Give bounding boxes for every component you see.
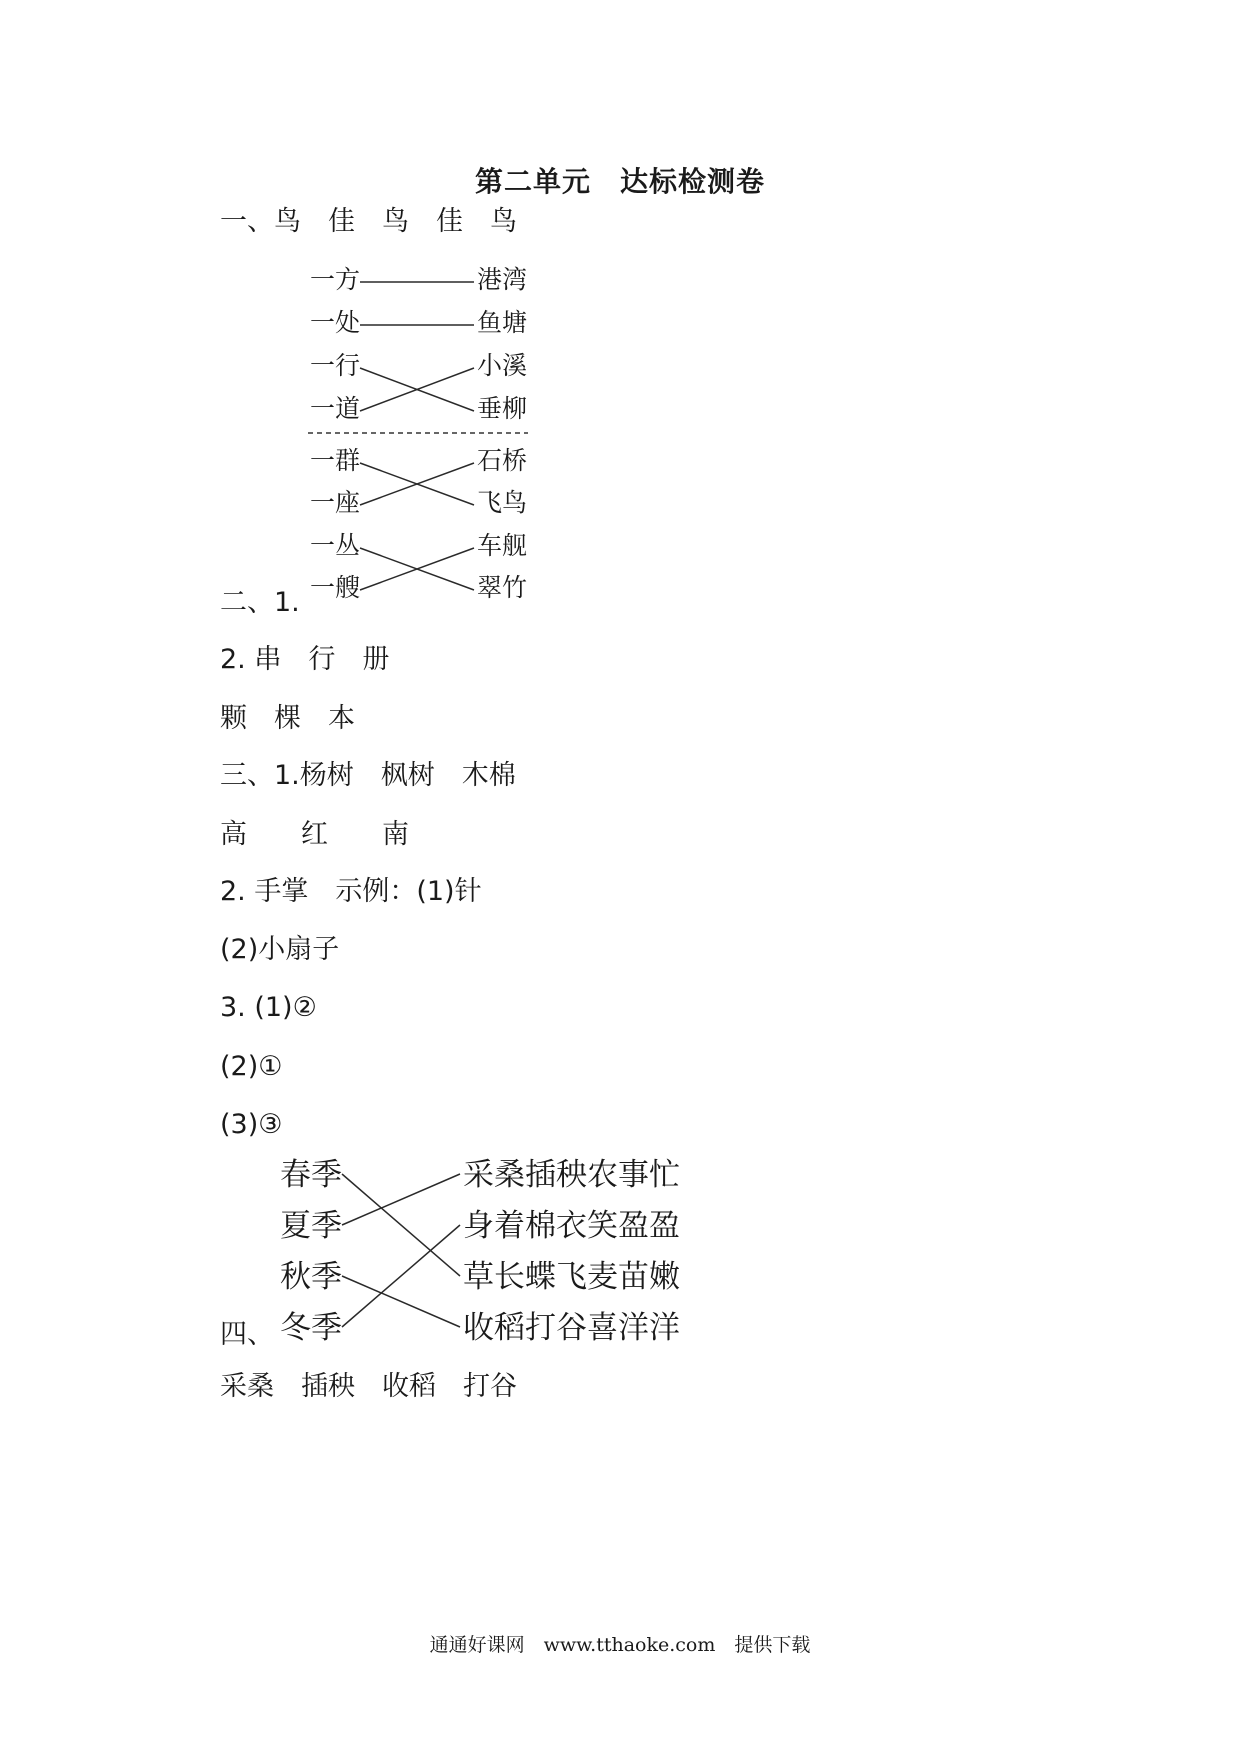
season-0: 春季	[280, 1157, 342, 1193]
phrase-3: 收稻打谷喜洋洋	[463, 1310, 680, 1346]
match-right-1-2: 小溪	[477, 351, 528, 380]
match-left-2-3: 一艘	[310, 573, 361, 602]
q3-line1: 三、1.杨树 枫树 木棉	[220, 760, 516, 791]
q1-label: 一、	[220, 206, 274, 237]
footer-credit: 通通好课网 www.tthaoke.com 提供下载	[429, 1634, 811, 1656]
q2-item2-label: 2.	[220, 644, 246, 675]
season-line-3	[342, 1225, 460, 1327]
page-title: 第二单元 达标检测卷	[474, 165, 765, 198]
q3-line2: 高 红 南	[220, 819, 409, 850]
phrase-1: 身着棉衣笑盈盈	[463, 1208, 680, 1244]
q1-answer-text: 鸟 佳 鸟 佳 鸟	[274, 206, 517, 237]
q3-line6: (2)①	[220, 1051, 283, 1082]
match-left-1-1: 一处	[310, 308, 361, 337]
match-right-1-3: 垂柳	[477, 394, 528, 423]
match-left-2-1: 一座	[310, 488, 361, 517]
match-right-2-0: 石桥	[477, 446, 528, 475]
match-right-2-1: 飞鸟	[477, 488, 528, 517]
match-right-2-2: 车舰	[477, 531, 528, 560]
match-left-1-0: 一方	[310, 265, 361, 294]
match-right-2-3: 翠竹	[477, 573, 528, 602]
q3-line5: 3. (1)②	[220, 992, 317, 1023]
phrase-0: 采桑插秧农事忙	[463, 1157, 680, 1193]
phrase-2: 草长蝶飞麦苗嫩	[463, 1259, 680, 1295]
season-1: 夏季	[280, 1208, 342, 1244]
match-left-2-0: 一群	[310, 446, 361, 475]
q3-line7: (3)③	[220, 1109, 283, 1140]
match-left-1-2: 一行	[310, 351, 361, 380]
season-line-0	[342, 1174, 460, 1276]
q2-label: 二、1.	[220, 587, 300, 618]
season-3: 冬季	[280, 1310, 342, 1346]
match-left-2-2: 一丛	[310, 531, 361, 560]
q4-words: 采桑 插秧 收稻 打谷	[220, 1371, 517, 1402]
match-right-1-0: 港湾	[477, 265, 528, 294]
q4-label: 四、	[220, 1319, 274, 1350]
q3-line4: (2)小扇子	[220, 934, 340, 965]
season-line-1	[342, 1174, 460, 1225]
match-left-1-3: 一道	[310, 394, 361, 423]
season-2: 秋季	[280, 1259, 342, 1295]
season-line-2	[342, 1276, 460, 1327]
q3-line3: 2. 手掌 示例：(1)针	[220, 876, 482, 907]
q2-row2: 颗 棵 本	[220, 703, 355, 734]
q2-row1-text: 串 行 册	[254, 644, 390, 675]
match-right-1-1: 鱼塘	[477, 308, 528, 337]
